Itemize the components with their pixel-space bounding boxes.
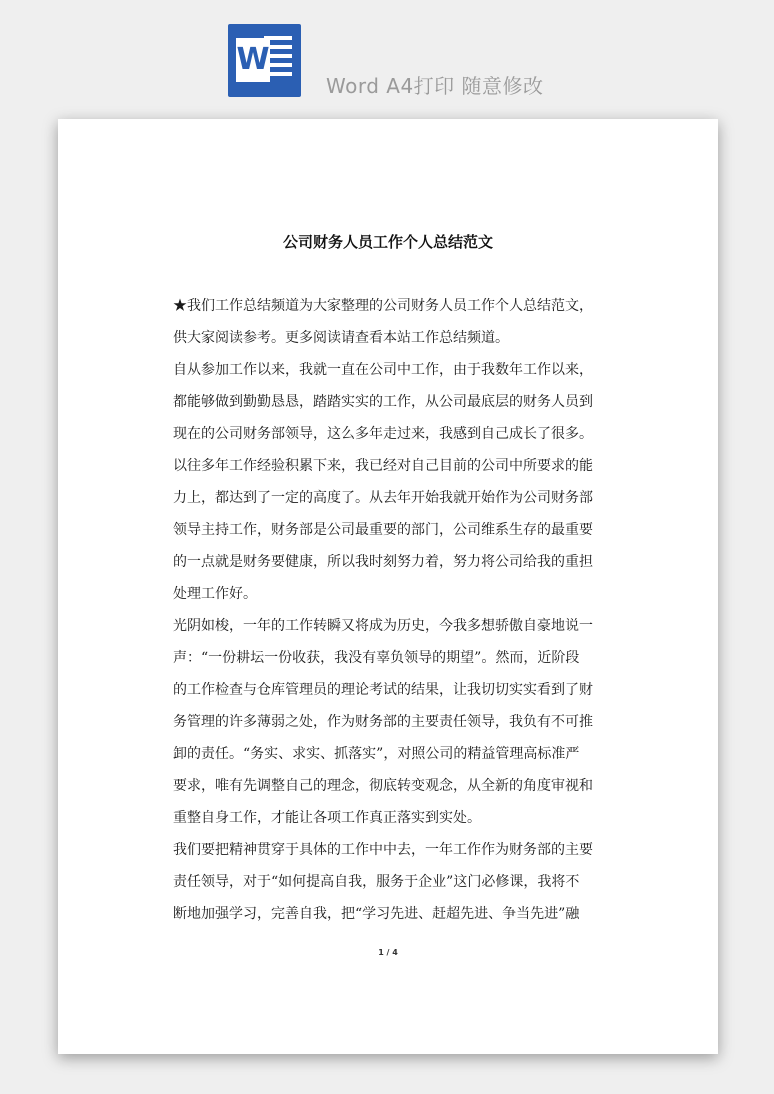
- text-line: 重整自身工作，才能让各项工作真正落实到实处。: [173, 810, 481, 826]
- text-line: 现在的公司财务部领导，这么多年走过来，我感到自己成长了很多。: [173, 426, 593, 442]
- document-title: 公司财务人员工作个人总结范文: [282, 233, 493, 251]
- page-number: 1 / 4: [378, 948, 398, 957]
- text-line: 以往多年工作经验积累下来，我已经对自己目前的公司中所要求的能: [173, 458, 593, 474]
- watermark: [90, 459, 114, 488]
- paragraph-body-3: [173, 834, 601, 930]
- text-line: 的工作检查与仓库管理员的理论考试的结果，让我切切实实看到了财: [173, 682, 593, 698]
- text-line: 处理工作好。: [173, 586, 257, 602]
- text-line: 务管理的许多薄弱之处，作为财务部的主要责任领导，我负有不可推: [173, 714, 593, 730]
- text-line: 我们要把精神贯穿于具体的工作中中去，一年工作作为财务部的主要: [173, 842, 593, 858]
- text-line: 的一点就是财务要健康，所以我时刻努力着，努力将公司给我的重担: [173, 554, 593, 570]
- paragraph-body-1: [173, 354, 601, 610]
- text-line: 都能够做到勤勤恳恳，踏踏实实的工作，从公司最底层的财务人员到: [173, 394, 593, 410]
- text-line: 声：“一份耕坛一份收获，我没有辜负领导的期望”。然而，近阶段: [173, 650, 580, 666]
- text-line: 责任领导，对于“如何提高自我，服务于企业”这门必修课，我将不: [173, 874, 580, 890]
- word-app-icon: [228, 24, 301, 97]
- text-line: 光阴如梭，一年的工作转瞬又将成为历史，今我多想骄傲自豪地说一: [173, 618, 593, 634]
- text-line: 供大家阅读参考。更多阅读请查看本站工作总结频道。: [173, 330, 509, 346]
- paragraph-intro: [173, 290, 601, 354]
- text-line: 力上，都达到了一定的高度了。从去年开始我就开始作为公司财务部: [173, 490, 593, 506]
- paragraph-body-2: [173, 610, 601, 834]
- text-line: 卸的责任。“务实、求实、抓落实”，对照公司的精益管理高标准严: [173, 746, 580, 762]
- header-caption: Word A4打印 随意修改: [326, 74, 544, 98]
- text-line: 领导主持工作，财务部是公司最重要的部门，公司维系生存的最重要: [173, 522, 593, 538]
- text-line: ★我们工作总结频道为大家整理的公司财务人员工作个人总结范文，: [173, 298, 593, 314]
- document-page: [58, 119, 718, 1054]
- word-logo-letter: W: [236, 38, 270, 82]
- text-line: 要求，唯有先调整自己的理念，彻底转变观念，从全新的角度审视和: [173, 778, 593, 794]
- text-line: 自从参加工作以来，我就一直在公司中工作，由于我数年工作以来，: [173, 362, 593, 378]
- text-line: 断地加强学习，完善自我，把“学习先进、赶超先进、争当先进”融: [173, 906, 580, 922]
